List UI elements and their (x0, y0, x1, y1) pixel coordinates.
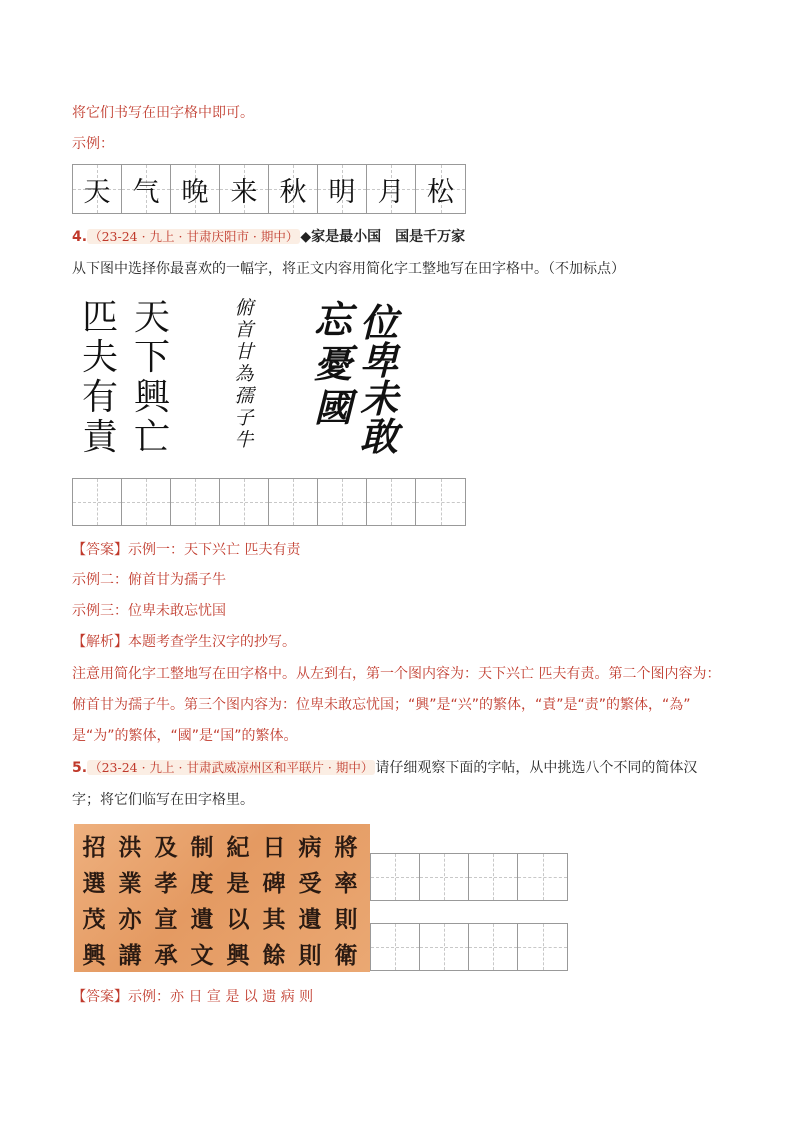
q4-answer-2: 示例二：俯首甘为孺子牛 (72, 572, 226, 588)
stele-char: 餘 (262, 942, 286, 969)
q5-answer (72, 987, 313, 1007)
calligraphy-char: 卑 (359, 338, 398, 383)
calligraphy-char: 國 (313, 385, 352, 430)
example-char: 气 (132, 176, 160, 208)
q4-number: 4. (72, 229, 88, 245)
grid-cell (416, 165, 465, 213)
blank-grid-cell[interactable] (318, 479, 367, 525)
calligraphy-char: 位 (359, 300, 398, 345)
q5-answer-grid-row-2 (370, 923, 568, 971)
stele-char: 紀 (226, 834, 250, 861)
q4-title: ◆家是最小国 国是千万家 (300, 229, 466, 245)
stele-char: 業 (118, 870, 142, 897)
blank-grid-cell[interactable] (371, 854, 420, 900)
stele-char: 洪 (118, 834, 142, 861)
q4-prompt: 从下图中选择你最喜欢的一幅字，将正文内容用简化字工整地写在田字格中。（不加标点） (72, 261, 625, 277)
calligraphy-char: 俯 (234, 297, 254, 319)
calligraphy-char: 未 (359, 376, 398, 421)
blank-grid-cell[interactable] (416, 479, 465, 525)
calligraphy-char: 首 (234, 319, 254, 341)
calligraphy-char: 孺 (234, 385, 254, 407)
stele-char: 率 (334, 870, 358, 897)
stele-char: 遺 (298, 906, 322, 933)
stele-char: 遺 (190, 906, 214, 933)
example-char: 晚 (181, 176, 209, 208)
calligraphy-2-column (231, 297, 257, 451)
blank-grid-cell[interactable] (367, 479, 416, 525)
example-char: 秋 (279, 176, 307, 208)
stele-char: 則 (298, 942, 322, 969)
grid-cell (318, 165, 367, 213)
stele-char: 以 (226, 906, 250, 933)
calligraphy-char: 忘 (313, 297, 352, 342)
stele-char: 其 (262, 906, 286, 933)
stele-char: 及 (154, 834, 178, 861)
stele-char: 是 (226, 870, 250, 897)
example-char: 明 (328, 176, 356, 208)
calligraphy-char: 夫 (81, 337, 118, 378)
blank-grid-cell[interactable] (269, 479, 318, 525)
blank-grid-cell[interactable] (371, 924, 420, 970)
blank-grid-cell[interactable] (469, 924, 518, 970)
stele-rubbing-image (74, 824, 370, 972)
calligraphy-char: 責 (81, 417, 118, 458)
q5-prompt-2: 字；将它们临写在田字格里。 (72, 792, 254, 808)
stele-column (112, 830, 148, 974)
blank-grid-cell[interactable] (122, 479, 171, 525)
calligraphy-char: 為 (234, 363, 254, 385)
q4-analysis-3: 俯首甘为孺子牛。第三个图内容为：位卑未敢忘忧国；“興”是“兴”的繁体，“責”是“责”的繁体，“為” (72, 697, 691, 713)
calligraphy-char: 子 (234, 407, 254, 429)
stele-char: 茂 (82, 906, 106, 933)
q4-answer-grid (72, 478, 466, 526)
stele-column (292, 830, 328, 974)
stele-column (184, 830, 220, 974)
stele-column (256, 830, 292, 974)
stele-char: 則 (334, 906, 358, 933)
stele-char: 招 (82, 834, 106, 861)
example-char: 天 (83, 176, 111, 208)
stele-char: 衛 (334, 942, 358, 969)
calligraphy-3-right-column (356, 300, 402, 459)
q5-source-tag: （23-24 · 九上 · 甘肃武威凉州区和平联片 · 期中） (89, 760, 374, 775)
stele-char: 文 (190, 942, 214, 969)
grid-cell (367, 165, 416, 213)
calligraphy-char: 牛 (234, 429, 254, 451)
stele-column (148, 830, 184, 974)
answer-text: 示例：亦 日 宣 是 以 遗 病 则 (128, 989, 314, 1005)
stele-char: 孝 (154, 870, 178, 897)
example-char: 松 (427, 176, 454, 208)
stele-char: 選 (82, 870, 106, 897)
blank-grid-cell[interactable] (420, 854, 469, 900)
q5-answer-grid-row-1 (370, 853, 568, 901)
stele-char: 承 (154, 942, 178, 969)
calligraphy-char: 甘 (234, 341, 254, 363)
stele-char: 宣 (154, 906, 178, 933)
example-char: 月 (377, 176, 405, 208)
blank-grid-cell[interactable] (469, 854, 518, 900)
analysis-text: 本题考查学生汉字的抄写。 (128, 634, 296, 650)
calligraphy-char: 興 (133, 377, 170, 418)
q4-header (72, 227, 465, 247)
grid-cell (269, 165, 318, 213)
blank-grid-cell[interactable] (73, 479, 122, 525)
q4-analysis-4: 是“为”的繁体，“國”是“国”的繁体。 (72, 728, 298, 744)
stele-char: 興 (226, 942, 250, 969)
blank-grid-cell[interactable] (171, 479, 220, 525)
calligraphy-3-left-column (310, 298, 356, 430)
stele-column (220, 830, 256, 974)
grid-cell (73, 165, 122, 213)
grid-cell (220, 165, 269, 213)
stele-char: 將 (334, 834, 358, 861)
q4-analysis-1 (72, 632, 296, 652)
grid-cell (171, 165, 220, 213)
stele-column (328, 830, 364, 974)
q4-source-tag: （23-24 · 九上 · 甘肃庆阳市 · 期中） (89, 229, 299, 244)
answer-label: 【答案】 (72, 542, 128, 558)
q5-prompt-1: 请仔细观察下面的字帖，从中挑选八个不同的简体汉 (375, 760, 698, 776)
example-char: 来 (230, 176, 258, 208)
example-label: 示例： (72, 136, 114, 152)
intro-text: 将它们书写在田字格中即可。 (72, 105, 254, 121)
q5-header (72, 758, 697, 778)
calligraphy-1-left-column (80, 298, 120, 458)
stele-column (76, 830, 112, 974)
calligraphy-1-right-column (132, 298, 172, 458)
stele-char: 興 (82, 942, 106, 969)
q5-number: 5. (72, 760, 88, 776)
stele-char: 制 (190, 834, 214, 861)
stele-char: 受 (298, 870, 322, 897)
answer-label: 【答案】 (72, 989, 128, 1005)
stele-char: 碑 (262, 870, 286, 897)
calligraphy-char: 天 (133, 297, 170, 338)
stele-char: 亦 (118, 906, 142, 933)
calligraphy-char: 憂 (313, 341, 352, 386)
calligraphy-char: 下 (133, 337, 170, 378)
stele-char: 度 (190, 870, 214, 897)
blank-grid-cell[interactable] (420, 924, 469, 970)
grid-cell (122, 165, 171, 213)
blank-grid-cell[interactable] (518, 924, 567, 970)
analysis-label: 【解析】 (72, 634, 128, 650)
blank-grid-cell[interactable] (518, 854, 567, 900)
calligraphy-char: 亡 (133, 417, 170, 458)
stele-char: 講 (118, 942, 142, 969)
calligraphy-char: 敢 (359, 414, 398, 459)
q4-analysis-2: 注意用简化字工整地写在田字格中。从左到右，第一个图内容为：天下兴亡 匹夫有责。第二个图内容为： (72, 666, 721, 682)
stele-char: 病 (298, 834, 322, 861)
q4-answer-3: 示例三：位卑未敢忘忧国 (72, 603, 226, 619)
blank-grid-cell[interactable] (220, 479, 269, 525)
stele-char: 日 (262, 834, 286, 861)
answer-text: 示例一：天下兴亡 匹夫有责 (128, 542, 301, 558)
calligraphy-char: 有 (81, 377, 118, 418)
example-grid (72, 164, 466, 214)
q4-answer-1 (72, 540, 300, 560)
calligraphy-char: 匹 (81, 297, 118, 338)
